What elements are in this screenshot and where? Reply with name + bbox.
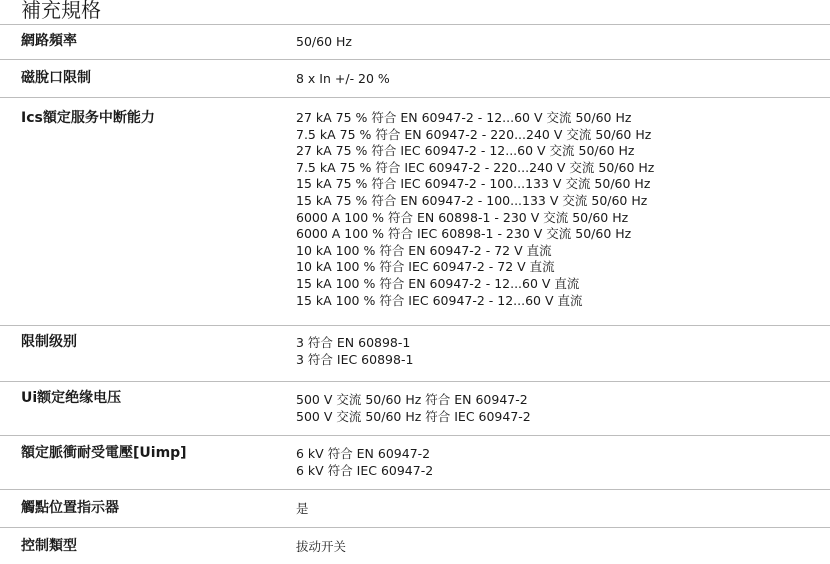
spec-label: 額定脈衝耐受電壓[Uimp] — [21, 445, 187, 461]
spec-row-magnetic-trip-limit — [0, 60, 830, 98]
spec-label: 磁脫口限制 — [21, 70, 91, 86]
spec-value: 7.5 kA 75 % 符合 EN 60947-2 - 220...240 V 交流 50/60 Hz — [296, 126, 652, 142]
spec-value-list — [296, 335, 413, 368]
spec-row-limitation-class — [0, 326, 830, 382]
section-title: 補充規格 — [21, 0, 101, 22]
spec-value: 15 kA 75 % 符合 EN 60947-2 - 100...133 V 交流 50/60 Hz — [296, 192, 648, 208]
spec-value: 6000 A 100 % 符合 IEC 60898-1 - 230 V 交流 50/60 Hz — [296, 226, 632, 242]
spec-table — [0, 25, 830, 564]
spec-value-list — [296, 501, 309, 518]
spec-row-contact-position-indicator — [0, 490, 830, 528]
spec-row-ics-breaking-capacity — [0, 98, 830, 326]
spec-value-list — [296, 110, 654, 309]
spec-value: 8 x In +/- 20 % — [296, 71, 390, 86]
spec-value: 是 — [296, 501, 309, 516]
spec-value: 15 kA 100 % 符合 EN 60947-2 - 12...60 V 直流 — [296, 275, 580, 291]
spec-value: 6000 A 100 % 符合 EN 60898-1 - 230 V 交流 50/60 Hz — [296, 209, 629, 225]
spec-label: 限制级别 — [21, 334, 77, 350]
spec-row-uimp-impulse-voltage — [0, 436, 830, 490]
spec-row-ui-insulation-voltage — [0, 382, 830, 436]
spec-value: 27 kA 75 % 符合 EN 60947-2 - 12...60 V 交流 50/60 Hz — [296, 110, 632, 125]
spec-label: 控制類型 — [21, 538, 77, 554]
spec-value: 3 符合 EN 60898-1 — [296, 335, 411, 350]
spec-value: 500 V 交流 50/60 Hz 符合 IEC 60947-2 — [296, 408, 531, 424]
spec-value-list — [296, 392, 531, 425]
spec-label: Ics額定服务中断能力 — [21, 110, 155, 126]
spec-value: 3 符合 IEC 60898-1 — [296, 351, 414, 367]
spec-value: 10 kA 100 % 符合 IEC 60947-2 - 72 V 直流 — [296, 259, 555, 275]
spec-value-list — [296, 446, 433, 479]
spec-label: 觸點位置指示器 — [21, 500, 119, 516]
spec-value: 6 kV 符合 IEC 60947-2 — [296, 462, 434, 478]
spec-label: Ui额定绝缘电压 — [21, 390, 122, 406]
spec-value: 拔动开关 — [296, 539, 347, 554]
spec-value-list — [296, 539, 346, 556]
spec-value: 500 V 交流 50/60 Hz 符合 EN 60947-2 — [296, 392, 528, 407]
spec-row-network-frequency — [0, 25, 830, 60]
spec-value-list — [296, 71, 390, 88]
spec-value: 50/60 Hz — [296, 34, 352, 49]
spec-row-control-type — [0, 528, 830, 564]
spec-value: 7.5 kA 75 % 符合 IEC 60947-2 - 220...240 V 交流 50/60 Hz — [296, 159, 655, 175]
spec-value: 27 kA 75 % 符合 IEC 60947-2 - 12...60 V 交流 50/60 Hz — [296, 143, 635, 159]
spec-label: 網路頻率 — [21, 33, 77, 49]
spec-value: 15 kA 75 % 符合 IEC 60947-2 - 100...133 V 交流 50/60 Hz — [296, 176, 651, 192]
spec-value: 15 kA 100 % 符合 IEC 60947-2 - 12...60 V 直流 — [296, 292, 583, 308]
spec-value: 10 kA 100 % 符合 EN 60947-2 - 72 V 直流 — [296, 242, 552, 258]
spec-value-list — [296, 34, 352, 51]
spec-value: 6 kV 符合 EN 60947-2 — [296, 446, 431, 461]
